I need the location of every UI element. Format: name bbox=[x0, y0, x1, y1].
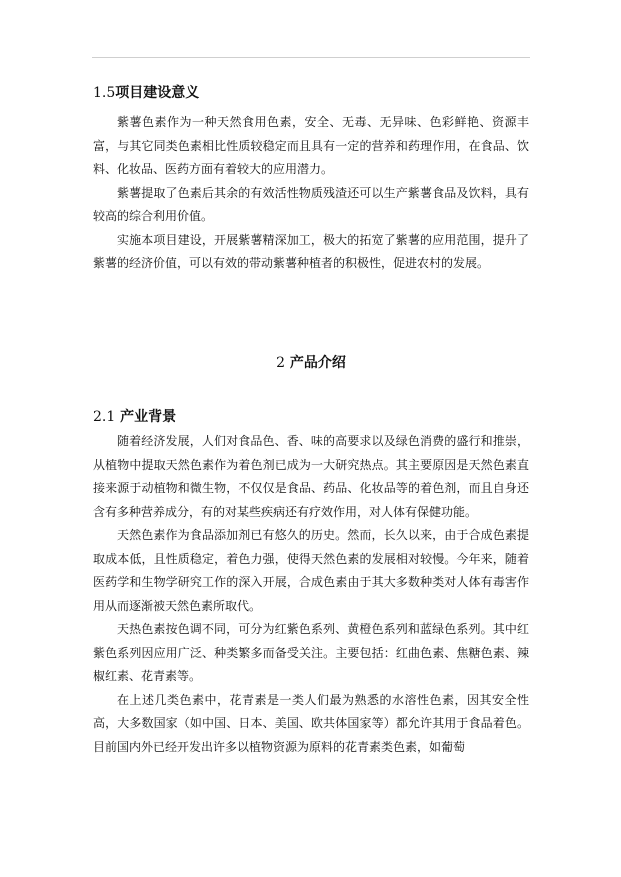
chapter-title: 产品介绍 bbox=[289, 355, 346, 371]
chapter-heading-2 bbox=[93, 352, 529, 372]
section-number: 1.5 bbox=[93, 85, 116, 101]
paragraph: 紫薯色素作为一种天然食用色素，安全、无毒、无异味、色彩鲜艳、资源丰富，与其它同类色素相比性质较稳定而且具有一定的营养和药理作用，在食品、饮料、化妆品、医药方面有着较大的应用潜力。 bbox=[93, 115, 529, 176]
section-heading-1-5 bbox=[93, 82, 199, 102]
section-number: 2.1 bbox=[93, 409, 116, 425]
chapter-number: 2 bbox=[276, 355, 286, 371]
paragraph: 实施本项目建设，开展紫薯精深加工，极大的拓宽了紫薯的应用范围，提升了紫薯的经济价值，可以有效的带动紫薯种植者的积极性，促进农村的发展。 bbox=[93, 232, 529, 270]
paragraph: 天然色素作为食品添加剂已有悠久的历史。然而，长久以来，由于合成色素提取成本低，且性质稳定，着色力强，使得天然色素的发展相对较慢。今年来，随着医药学和生物学研究工作的深入开展，合成色素由于其大多数种类对人体有毒害作用从而逐渐被天然色素所取代。 bbox=[93, 528, 529, 613]
paragraph: 天热色素按色调不同，可分为红紫色系列、黄橙色系列和蓝绿色系列。其中红紫色系列因应用广泛、种类繁多而备受关注。主要包括：红曲色素、焦糖色素、辣椒红素、花青素等。 bbox=[93, 622, 529, 683]
section-title: 产业背景 bbox=[120, 409, 177, 425]
section-1-5-text bbox=[93, 111, 529, 276]
paragraph: 紫薯提取了色素后其余的有效活性物质残渣还可以生产紫薯食品及饮料，具有较高的综合利用价值。 bbox=[93, 185, 529, 223]
paragraph: 在上述几类色素中，花青素是一类人们最为熟悉的水溶性色素，因其安全性高，大多数国家（如中国、日本、美国、欧共体国家等）都允许其用于食品着色。目前国内外已经开发出许多以植物资源为原料的花青素类色素，如葡萄 bbox=[93, 692, 529, 754]
section-2-1-text bbox=[93, 430, 529, 759]
section-heading-2-1 bbox=[93, 406, 176, 426]
section-title: 项目建设意义 bbox=[115, 85, 200, 101]
header-rule bbox=[92, 57, 530, 58]
paragraph: 随着经济发展，人们对食品色、香、味的高要求以及绿色消费的盛行和推崇，从植物中提取天然色素作为着色剂已成为一大研究热点。其主要原因是天然色素直接来源于动植物和微生物，不仅仅是食品、药品、化妆品等的着色剂，而且自身还含有多种营养成分，有的对某些疾病还有疗效作用，对人体有保健功能。 bbox=[93, 434, 529, 519]
